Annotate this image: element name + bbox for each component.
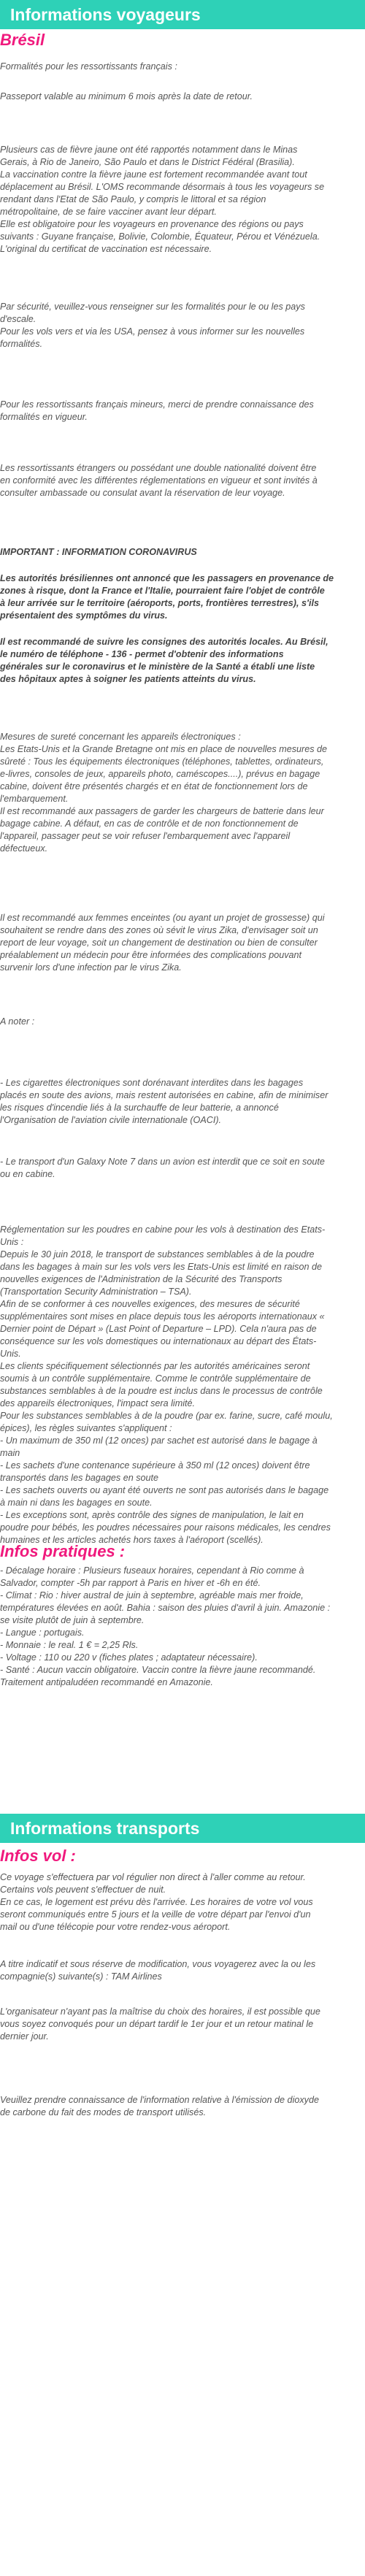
- text-line: - Santé : Aucun vaccin obligatoire. Vaccin contre la fièvre jaune recommandé.: [0, 1665, 316, 1675]
- galaxy-note-rule: [0, 1156, 364, 1181]
- text-line: Pour les substances semblables à de la poudre (par ex. farine, sucre, café moulu,: [0, 1411, 333, 1421]
- text-line: Salvador, compter -5h par rapport à Paris en hiver et -6h en été.: [0, 1578, 261, 1588]
- text-line: des appareils électroniques, l'impact sera limité.: [0, 1398, 195, 1408]
- text-line: humaines et les articles achetés hors taxes à l'aéroport (scellés).: [0, 1535, 264, 1545]
- text-line: - Le transport d'un Galaxy Note 7 dans un avion est interdit que ce soit en soute: [0, 1157, 325, 1167]
- text-line: conséquence sur les vols domestiques ou internationaux au départ des États-: [0, 1336, 317, 1346]
- zika-warning: [0, 912, 364, 974]
- text-line: défectueux.: [0, 843, 48, 854]
- text-line: températures élevées en août. Bahia : saison des pluies d'avril à juin. Amazonie :: [0, 1603, 331, 1613]
- text-line: - Décalage horaire : Plusieurs fuseaux horaires, cependant à Rio comme à: [0, 1565, 304, 1576]
- text-line: souhaitent se rendre dans des zones où sévit le virus Zika, d'envisager soit un: [0, 925, 318, 935]
- text-line: cabine, doivent être présentés chargés et en état de fonctionnement lors de: [0, 781, 308, 791]
- airline-info: [0, 1958, 364, 1983]
- text-line: de carbone du fait des modes de transport utilisés.: [0, 2107, 207, 2117]
- practical-info-heading: Infos pratiques :: [0, 1542, 126, 1560]
- text-line: sûreté : Tous les équipements électroniques (téléphones, tablettes, ordinateurs,: [0, 756, 324, 767]
- text-line: déplacement au Brésil. L'OMS recommande désormais à tous les voyageurs se: [0, 182, 325, 192]
- coronavirus-title: [0, 546, 364, 559]
- text-line: suivants : Guyane française, Bolivie, Colombie, Équateur, Pérou et Vénézuela.: [0, 231, 320, 242]
- text-line: Les Etats-Unis et la Grande Bretagne ont mis en place de nouvelles mesures de: [0, 744, 328, 754]
- text-line: l'Organisation de l'aviation civile internationale (OACI).: [0, 1115, 222, 1125]
- text-line: à leur arrivée sur le territoire (aéroports, ports, frontières terrestres), s'ils: [0, 598, 319, 608]
- text-line: dernier jour.: [0, 2031, 49, 2042]
- practical-info-list: [0, 1565, 364, 1689]
- text-line: à main ni dans les bagages en soute.: [0, 1498, 153, 1508]
- text-line: zones à risque, dont la France et l'Italie, pourraient faire l'objet de contrôle: [0, 586, 325, 596]
- text-line: L'original du certificat de vaccination est nécessaire.: [0, 244, 212, 254]
- passport-requirement: [0, 91, 364, 103]
- banner-title: Informations transports: [10, 1819, 200, 1838]
- text-line: consulter ambassade ou consulat avant la réservation de leur voyage.: [0, 488, 285, 498]
- text-line: ou en cabine.: [0, 1169, 55, 1179]
- banner-title: Informations voyageurs: [10, 5, 201, 24]
- text-line: Unis :: [0, 1237, 24, 1247]
- text-line: l'embarquement.: [0, 794, 69, 804]
- text-line: soumis à un contrôle supplémentaire. Comme le contrôle supplémentaire de: [0, 1373, 311, 1384]
- text-line: Réglementation sur les poudres en cabine pour les vols à destination des Etats-: [0, 1224, 326, 1235]
- text-line: Les clients spécifiquement sélectionnés par les autorités américaines seront: [0, 1361, 310, 1371]
- text-line: Il est recommandé de suivre les consignes des autorités locales. Au Brésil,: [0, 637, 328, 647]
- text-line: Il est recommandé aux femmes enceintes (ou ayant un projet de grossesse) qui: [0, 913, 325, 923]
- text-line: Afin de se conformer à ces nouvelles exigences, des mesures de sécurité: [0, 1299, 300, 1309]
- carbon-emission-notice: [0, 2094, 364, 2119]
- minors-formalities: [0, 399, 364, 423]
- text-line: Les autorités brésiliennes ont annoncé que les passagers en provenance de: [0, 573, 334, 583]
- text-line: transportés dans les bagages en soute: [0, 1473, 159, 1483]
- electronics-security-measures: [0, 731, 364, 855]
- country-heading: Brésil: [0, 31, 45, 49]
- text-line: placés en soute des avions, mais restent autorisées en cabine, afin de minimiser: [0, 1090, 328, 1100]
- text-line: - Les exceptions sont, après contrôle des signes de manipulation, le lait en: [0, 1510, 304, 1520]
- text-line: substances semblables à de la poudre est inclus dans le processus de contrôle: [0, 1386, 323, 1396]
- text-line: main: [0, 1448, 20, 1458]
- text-line: - Langue : portugais.: [0, 1628, 85, 1638]
- text-line: - Un maximum de 350 ml (12 onces) par sachet est autorisé dans le bagage à: [0, 1435, 318, 1446]
- text-line: A titre indicatif et sous réserve de modification, vous voyagerez avec la ou les: [0, 1959, 316, 1969]
- text-line: dans les bagages à main sur les vols vers les Etats-Unis est limité en raison de: [0, 1262, 322, 1272]
- text-line: présentaient des symptômes du virus.: [0, 610, 168, 621]
- text-line: Veuillez prendre connaissance de l'information relative à l'émission de dioxyde: [0, 2095, 319, 2105]
- text-line: générales sur le coronavirus et le ministère de la Santé a établi une liste: [0, 662, 315, 672]
- text-line: - Climat : Rio : hiver austral de juin à septembre, agréable mais mer froide,: [0, 1590, 304, 1601]
- coronavirus-local-guidance: [0, 636, 364, 686]
- flight-info-heading: Infos vol :: [0, 1847, 76, 1865]
- text-line: Il est recommandé aux passagers de garder les chargeurs de batterie dans leur: [0, 806, 324, 816]
- e-cigarette-rule: [0, 1077, 364, 1127]
- coronavirus-border-controls: [0, 572, 364, 622]
- text-line: rendant dans l'Etat de São Paulo, y compris le littoral et sa région: [0, 194, 266, 204]
- dual-nationality-notice: [0, 462, 364, 499]
- formalities-intro: [0, 61, 364, 73]
- text-line: épices), les règles suivantes s'appliquent :: [0, 1423, 172, 1433]
- text-line: En ce cas, le logement est prévu dès l'arrivée. Les horaires de votre vol vous: [0, 1897, 313, 1907]
- text-line: Pour les vols vers et via les USA, pensez à vous informer sur les nouvelles: [0, 326, 305, 337]
- text-line: Formalités pour les ressortissants français :: [0, 61, 177, 72]
- text-line: Unis.: [0, 1349, 21, 1359]
- text-line: en conformité avec les différentes réglementations en vigueur et sont invités à: [0, 475, 318, 486]
- banner-informations-transports: [0, 1814, 365, 1843]
- text-line: vous soyez convoqués pour un départ tardif le 1er jour et un retour matinal le: [0, 2019, 314, 2029]
- text-line: - Voltage : 110 ou 220 v (fiches plates ; adaptateur nécessaire).: [0, 1652, 258, 1663]
- text-line: compagnie(s) suivante(s) : TAM Airlines: [0, 1971, 162, 1982]
- text-line: d'escale.: [0, 314, 36, 324]
- text-line: poudre pour bébés, les poudres nécessaires pour raisons médicales, les cendres: [0, 1522, 331, 1533]
- transit-formalities: [0, 301, 364, 350]
- text-line: e-livres, consoles de jeux, appareils photo, caméscopes....), prévus en bagage: [0, 769, 320, 779]
- text-line: - Les cigarettes électroniques sont dorénavant interdites dans les bagages: [0, 1078, 304, 1088]
- text-line: La vaccination contre la fièvre jaune est fortement recommandée avant tout: [0, 169, 307, 180]
- text-line: Elle est obligatoire pour les voyageurs en provenance des régions ou pays: [0, 219, 304, 229]
- text-line: Mesures de sureté concernant les appareils électroniques :: [0, 732, 241, 742]
- text-line: l'appareil, passager peut se voir refuser l'embarquement avec l'appareil: [0, 831, 291, 841]
- text-line: - Les sachets ouverts ou ayant été ouverts ne sont pas autorisés dans le bagage: [0, 1485, 329, 1495]
- text-line: Plusieurs cas de fièvre jaune ont été rapportés notamment dans le Minas: [0, 145, 298, 155]
- yellow-fever-info: [0, 144, 364, 256]
- text-line: A noter :: [0, 1016, 35, 1027]
- text-line: Passeport valable au minimum 6 mois après la date de retour.: [0, 91, 253, 101]
- flight-schedule-info: [0, 1871, 364, 1933]
- schedule-disclaimer: [0, 2006, 364, 2043]
- text-line: des hôpitaux aptes à soigner les patients atteints du virus.: [0, 674, 256, 684]
- text-line: Dernier point de Départ » (Last Point of Departure – LPD). Cela n'aura pas de: [0, 1324, 317, 1334]
- text-line: L'organisateur n'ayant pas la maîtrise du choix des horaires, il est possible que: [0, 2006, 320, 2017]
- text-line: préalablement un médecin pour être informées des complications pouvant: [0, 950, 302, 960]
- text-line: Les ressortissants étrangers ou possédant une double nationalité doivent être: [0, 463, 317, 473]
- text-line: seront communiqués entre 5 jours et la veille de votre départ par l'envoi d'un: [0, 1909, 311, 1920]
- text-line: mail ou d'une télécopie pour votre rendez-vous aéroport.: [0, 1922, 231, 1932]
- text-line: bagage cabine. A défaut, en cas de contrôle et de non fonctionnement de: [0, 819, 299, 829]
- banner-informations-voyageurs: [0, 0, 365, 29]
- text-line: report de leur voyage, soit un changement de destination ou bien de consulter: [0, 938, 318, 948]
- text-line: les risques d'incendie liés à la surchauffe de leur batterie, a annoncé: [0, 1103, 279, 1113]
- text-line: survenir lors d'une infection par le virus Zika.: [0, 962, 182, 973]
- text-line: Pour les ressortissants français mineurs, merci de prendre connaissance des: [0, 399, 314, 410]
- text-line: Par sécurité, veuillez-vous renseigner sur les formalités pour le ou les pays: [0, 302, 305, 312]
- powder-regulations: [0, 1224, 364, 1546]
- text-line: - Les sachets d'une contenance supérieure à 350 ml (12 onces) doivent être: [0, 1460, 310, 1471]
- text-line: nouvelles exigences de l'Administration de la Sécurité des Transports: [0, 1274, 283, 1284]
- text-line: IMPORTANT : INFORMATION CORONAVIRUS: [0, 547, 197, 557]
- text-line: Certains vols peuvent s'effectuer de nuit.: [0, 1885, 166, 1895]
- text-line: Ce voyage s'effectuera par vol régulier non direct à l'aller comme au retour.: [0, 1872, 306, 1882]
- text-line: (Transportation Security Administration – TSA).: [0, 1287, 192, 1297]
- text-line: se visite plutôt de juin à septembre.: [0, 1615, 145, 1625]
- text-line: - Monnaie : le real. 1 € = 2,25 Rls.: [0, 1640, 139, 1650]
- text-line: Traitement antipaludéen recommandé en Amazonie.: [0, 1677, 213, 1687]
- text-line: supplémentaires sont mises en place depuis tous les aéroports internationaux «: [0, 1311, 325, 1322]
- text-line: formalités.: [0, 339, 43, 349]
- text-line: le numéro de téléphone - 136 - permet d'obtenir des informations: [0, 649, 284, 659]
- text-line: formalités en vigueur.: [0, 412, 88, 422]
- text-line: Depuis le 30 juin 2018, le transport de substances semblables à de la poudre: [0, 1249, 315, 1260]
- text-line: métropolitaine, de se faire vacciner avant leur départ.: [0, 207, 217, 217]
- text-line: Gerais, à Rio de Janeiro, São Paulo et dans le District Fédéral (Brasilia).: [0, 157, 295, 167]
- note-label: [0, 1016, 364, 1028]
